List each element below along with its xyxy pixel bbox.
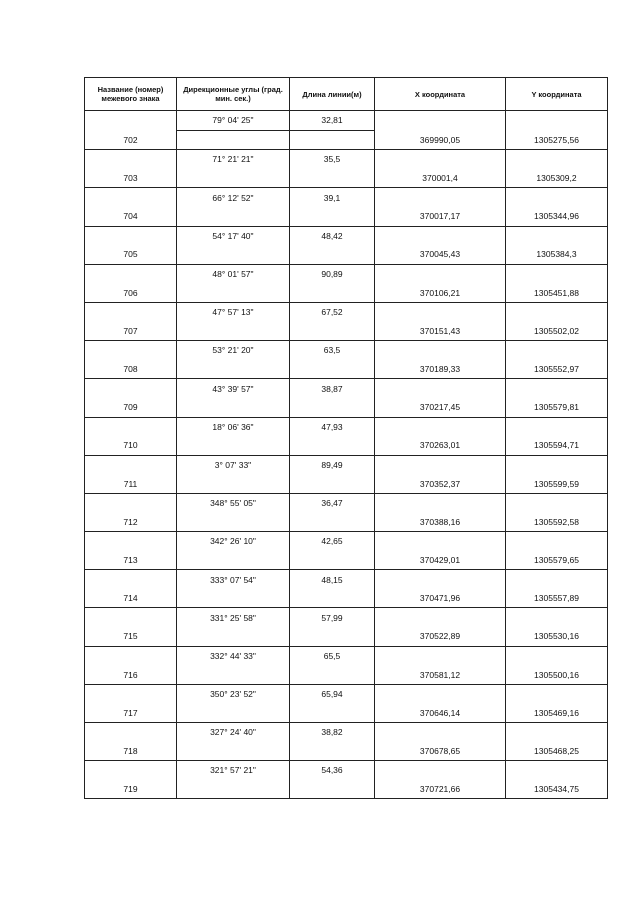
point-row (85, 589, 608, 608)
line-length-cell: 32,81 (290, 111, 375, 131)
empty-cell (290, 360, 375, 379)
empty-cell (85, 570, 177, 589)
empty-cell (177, 283, 290, 302)
point-name-cell: 710 (85, 436, 177, 455)
empty-cell (375, 111, 506, 131)
empty-cell (506, 188, 608, 207)
point-row (85, 169, 608, 188)
point-row (85, 780, 608, 799)
point-row (85, 245, 608, 264)
empty-cell (177, 322, 290, 341)
line-length-cell: 38,87 (290, 379, 375, 398)
empty-cell (506, 684, 608, 703)
x-coordinate-cell: 370017,17 (375, 207, 506, 226)
point-row (85, 130, 608, 150)
empty-cell (375, 608, 506, 627)
x-coordinate-cell: 370646,14 (375, 703, 506, 722)
point-name-cell: 717 (85, 703, 177, 722)
y-coordinate-cell: 1305451,88 (506, 283, 608, 302)
point-name-cell: 708 (85, 360, 177, 379)
direction-angle-cell: 321° 57' 21" (177, 761, 290, 780)
point-row (85, 398, 608, 417)
empty-cell (177, 551, 290, 570)
point-name-cell: 713 (85, 551, 177, 570)
empty-cell (290, 398, 375, 417)
empty-cell (85, 188, 177, 207)
direction-angle-cell: 350° 23' 52" (177, 684, 290, 703)
point-name-cell: 703 (85, 169, 177, 188)
empty-cell (506, 723, 608, 742)
empty-cell (290, 665, 375, 684)
empty-cell (375, 188, 506, 207)
direction-angle-cell: 54° 17' 40" (177, 226, 290, 245)
empty-cell (85, 723, 177, 742)
line-length-cell: 89,49 (290, 455, 375, 474)
line-length-cell: 35,5 (290, 150, 375, 169)
line-row (85, 761, 608, 780)
empty-cell (506, 608, 608, 627)
empty-cell (85, 226, 177, 245)
empty-cell (506, 302, 608, 321)
point-row (85, 627, 608, 646)
point-row (85, 703, 608, 722)
empty-cell (290, 130, 375, 150)
header-point-name: Название (номер) межевого знака (85, 78, 177, 111)
empty-cell (85, 455, 177, 474)
empty-cell (290, 551, 375, 570)
line-row (85, 570, 608, 589)
y-coordinate-cell: 1305469,16 (506, 703, 608, 722)
line-row (85, 379, 608, 398)
empty-cell (85, 493, 177, 512)
empty-cell (177, 398, 290, 417)
empty-cell (375, 302, 506, 321)
point-name-cell: 709 (85, 398, 177, 417)
empty-cell (506, 226, 608, 245)
y-coordinate-cell: 1305434,75 (506, 780, 608, 799)
point-name-cell: 716 (85, 665, 177, 684)
y-coordinate-cell: 1305552,97 (506, 360, 608, 379)
empty-cell (85, 379, 177, 398)
line-row (85, 417, 608, 436)
empty-cell (177, 780, 290, 799)
point-row (85, 474, 608, 493)
point-name-cell: 706 (85, 283, 177, 302)
point-row (85, 360, 608, 379)
y-coordinate-cell: 1305592,58 (506, 512, 608, 531)
empty-cell (177, 589, 290, 608)
empty-cell (85, 150, 177, 169)
empty-cell (375, 150, 506, 169)
empty-cell (177, 207, 290, 226)
direction-angle-cell: 53° 21' 20" (177, 341, 290, 360)
empty-cell (290, 512, 375, 531)
y-coordinate-cell: 1305557,89 (506, 589, 608, 608)
x-coordinate-cell: 370581,12 (375, 665, 506, 684)
line-length-cell: 65,5 (290, 646, 375, 665)
empty-cell (290, 742, 375, 761)
empty-cell (85, 761, 177, 780)
direction-angle-cell: 47° 57' 13" (177, 302, 290, 321)
line-row (85, 341, 608, 360)
empty-cell (177, 245, 290, 264)
line-length-cell: 57,99 (290, 608, 375, 627)
point-name-cell: 719 (85, 780, 177, 799)
line-length-cell: 42,65 (290, 532, 375, 551)
empty-cell (177, 360, 290, 379)
empty-cell (177, 703, 290, 722)
empty-cell (290, 436, 375, 455)
x-coordinate-cell: 370001,4 (375, 169, 506, 188)
empty-cell (290, 207, 375, 226)
line-row (85, 723, 608, 742)
empty-cell (85, 302, 177, 321)
point-name-cell: 715 (85, 627, 177, 646)
empty-cell (375, 379, 506, 398)
empty-cell (85, 646, 177, 665)
empty-cell (375, 341, 506, 360)
line-length-cell: 63,5 (290, 341, 375, 360)
direction-angle-cell: 43° 39' 57" (177, 379, 290, 398)
point-row (85, 322, 608, 341)
point-name-cell: 718 (85, 742, 177, 761)
line-length-cell: 67,52 (290, 302, 375, 321)
y-coordinate-cell: 1305594,71 (506, 436, 608, 455)
direction-angle-cell: 333° 07' 54" (177, 570, 290, 589)
x-coordinate-cell: 370045,43 (375, 245, 506, 264)
line-row (85, 264, 608, 283)
y-coordinate-cell: 1305275,56 (506, 130, 608, 150)
line-length-cell: 47,93 (290, 417, 375, 436)
direction-angle-cell: 71° 21' 21" (177, 150, 290, 169)
empty-cell (177, 742, 290, 761)
empty-cell (375, 761, 506, 780)
line-row (85, 150, 608, 169)
x-coordinate-cell: 370471,96 (375, 589, 506, 608)
direction-angle-cell: 332° 44' 33" (177, 646, 290, 665)
empty-cell (85, 608, 177, 627)
empty-cell (506, 493, 608, 512)
coordinates-table (84, 77, 608, 799)
empty-cell (375, 264, 506, 283)
x-coordinate-cell: 370352,37 (375, 474, 506, 493)
direction-angle-cell: 331° 25' 58" (177, 608, 290, 627)
line-length-cell: 90,89 (290, 264, 375, 283)
y-coordinate-cell: 1305309,2 (506, 169, 608, 188)
point-name-cell: 707 (85, 322, 177, 341)
line-length-cell: 38,82 (290, 723, 375, 742)
empty-cell (177, 130, 290, 150)
empty-cell (506, 570, 608, 589)
direction-angle-cell: 342° 26' 10" (177, 532, 290, 551)
empty-cell (177, 627, 290, 646)
empty-cell (375, 226, 506, 245)
empty-cell (290, 627, 375, 646)
point-row (85, 742, 608, 761)
empty-cell (375, 646, 506, 665)
empty-cell (506, 532, 608, 551)
empty-cell (85, 341, 177, 360)
y-coordinate-cell: 1305344,96 (506, 207, 608, 226)
line-row (85, 226, 608, 245)
x-coordinate-cell: 370678,65 (375, 742, 506, 761)
line-row (85, 111, 608, 131)
line-length-cell: 48,15 (290, 570, 375, 589)
empty-cell (506, 417, 608, 436)
empty-cell (506, 341, 608, 360)
empty-cell (506, 379, 608, 398)
empty-cell (177, 474, 290, 493)
direction-angle-cell: 18° 06' 36" (177, 417, 290, 436)
point-name-cell: 714 (85, 589, 177, 608)
empty-cell (375, 570, 506, 589)
empty-cell (506, 455, 608, 474)
table-body (85, 111, 608, 799)
empty-cell (375, 532, 506, 551)
direction-angle-cell: 66° 12' 52" (177, 188, 290, 207)
empty-cell (506, 761, 608, 780)
direction-angle-cell: 327° 24' 40" (177, 723, 290, 742)
empty-cell (85, 532, 177, 551)
empty-cell (177, 665, 290, 684)
empty-cell (85, 417, 177, 436)
empty-cell (177, 436, 290, 455)
empty-cell (177, 169, 290, 188)
empty-cell (375, 723, 506, 742)
line-row (85, 302, 608, 321)
table-header-row (85, 78, 608, 111)
line-row (85, 684, 608, 703)
empty-cell (506, 111, 608, 131)
point-row (85, 283, 608, 302)
header-y-coordinate: Y координата (506, 78, 608, 111)
direction-angle-cell: 3° 07' 33" (177, 455, 290, 474)
header-x-coordinate: X координата (375, 78, 506, 111)
point-name-cell: 702 (85, 130, 177, 150)
empty-cell (375, 417, 506, 436)
x-coordinate-cell: 370151,43 (375, 322, 506, 341)
empty-cell (290, 322, 375, 341)
line-length-cell: 54,36 (290, 761, 375, 780)
line-row (85, 188, 608, 207)
header-line-length: Длина линии(м) (290, 78, 375, 111)
point-row (85, 665, 608, 684)
x-coordinate-cell: 370721,66 (375, 780, 506, 799)
y-coordinate-cell: 1305579,65 (506, 551, 608, 570)
y-coordinate-cell: 1305579,81 (506, 398, 608, 417)
line-row (85, 608, 608, 627)
x-coordinate-cell: 370106,21 (375, 283, 506, 302)
y-coordinate-cell: 1305384,3 (506, 245, 608, 264)
x-coordinate-cell: 370429,01 (375, 551, 506, 570)
empty-cell (290, 283, 375, 302)
line-length-cell: 36,47 (290, 493, 375, 512)
y-coordinate-cell: 1305502,02 (506, 322, 608, 341)
line-length-cell: 39,1 (290, 188, 375, 207)
line-row (85, 532, 608, 551)
point-name-cell: 704 (85, 207, 177, 226)
empty-cell (290, 245, 375, 264)
empty-cell (290, 703, 375, 722)
line-row (85, 493, 608, 512)
empty-cell (375, 455, 506, 474)
x-coordinate-cell: 370388,16 (375, 512, 506, 531)
y-coordinate-cell: 1305468,25 (506, 742, 608, 761)
point-name-cell: 705 (85, 245, 177, 264)
x-coordinate-cell: 370217,45 (375, 398, 506, 417)
empty-cell (85, 264, 177, 283)
empty-cell (85, 111, 177, 131)
empty-cell (290, 780, 375, 799)
y-coordinate-cell: 1305500,16 (506, 665, 608, 684)
point-name-cell: 711 (85, 474, 177, 493)
header-direction-angle: Дирекционные углы (град. мин. сек.) (177, 78, 290, 111)
empty-cell (85, 684, 177, 703)
line-row (85, 455, 608, 474)
point-row (85, 512, 608, 531)
empty-cell (506, 646, 608, 665)
line-length-cell: 48,42 (290, 226, 375, 245)
empty-cell (290, 474, 375, 493)
point-row (85, 436, 608, 455)
point-row (85, 207, 608, 226)
direction-angle-cell: 348° 55' 05" (177, 493, 290, 512)
point-name-cell: 712 (85, 512, 177, 531)
empty-cell (375, 684, 506, 703)
direction-angle-cell: 79° 04' 25" (177, 111, 290, 131)
x-coordinate-cell: 370189,33 (375, 360, 506, 379)
empty-cell (506, 150, 608, 169)
empty-cell (177, 512, 290, 531)
x-coordinate-cell: 369990,05 (375, 130, 506, 150)
x-coordinate-cell: 370263,01 (375, 436, 506, 455)
x-coordinate-cell: 370522,89 (375, 627, 506, 646)
y-coordinate-cell: 1305599,59 (506, 474, 608, 493)
point-row (85, 551, 608, 570)
y-coordinate-cell: 1305530,16 (506, 627, 608, 646)
empty-cell (506, 264, 608, 283)
line-length-cell: 65,94 (290, 684, 375, 703)
line-row (85, 646, 608, 665)
empty-cell (290, 589, 375, 608)
empty-cell (375, 493, 506, 512)
direction-angle-cell: 48° 01' 57" (177, 264, 290, 283)
empty-cell (290, 169, 375, 188)
